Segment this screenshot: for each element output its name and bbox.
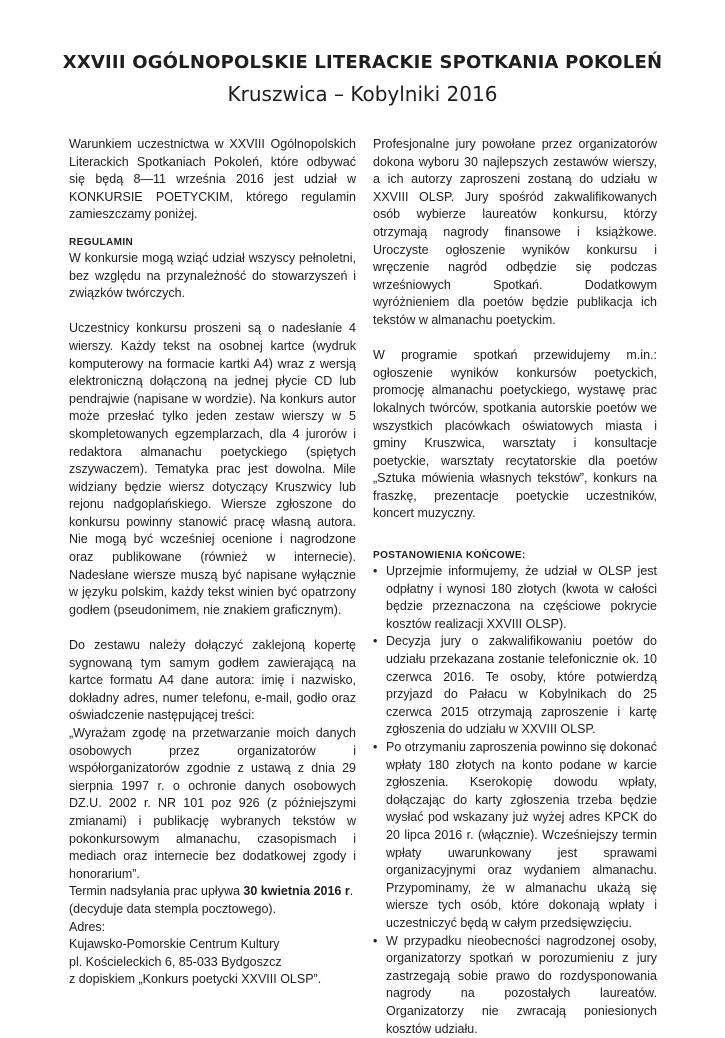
list-item-text: Po otrzymaniu zaproszenia powinno się dokonać wpłaty 180 złotych na konto podane w karcie zgłoszenia. Kserokopię dowodu wpłaty, dołączając do karty zgłoszenia trzeba będzie wysłać pod wskazany już wyżej adres KPCK do 20 lipca 2016 r. (włącznie). Wcześniejszy termin wpłaty uwarunkowany jest sprawami organizacyjnymi oraz wydaniem almanachu. Przypominamy, że w almanachu ukażą się wiersze tych osób, które dokonają wpłaty i uczestniczyć będą w całym przedsięwzięciu.: [386, 740, 657, 930]
list-item: [373, 563, 657, 633]
final-provisions-list: [373, 563, 657, 1038]
intro-paragraph: Warunkiem uczestnictwa w XXVIII Ogólnopolskich Literackich Spotkaniach Pokoleń, które odbywać się będą 8—11 września 2016 jest udział w KONKURSIE POETYCKIM, którego regulamin zamieszczamy poniżej.: [69, 137, 356, 222]
final-provisions-heading: POSTANOWIENIA KOŃCOWE:: [373, 550, 526, 562]
deadline-suffix: . (decyduje data stempla pocztowego).: [69, 884, 354, 916]
regulamin-paragraph-eligibility: W konkursie mogą wziąć udział wszyscy pełnoletni, bez względu na przynależność do stowarzyszeń i związków twórczych.: [69, 250, 356, 301]
bullet-icon: •: [373, 634, 378, 649]
address-line-1: Kujawsko-Pomorskie Centrum Kultury: [69, 937, 280, 952]
deadline-date: 30 kwietnia 2016 r: [243, 884, 350, 899]
address-line-2: pl. Kościeleckich 6, 85-033 Bydgoszcz: [69, 954, 282, 969]
list-item-text: Uprzejmie informujemy, że udział w OLSP jest odpłatny i wynosi 180 złotych (kwota w całości będzie przeznaczona na częściowe pokrycie kosztów realizacji XXVIII OLSP).: [386, 564, 657, 631]
address-label: Adres:: [69, 919, 106, 934]
regulamin-paragraph-submission: Uczestnicy konkursu proszeni są o nadesłanie 4 wierszy. Każdy tekst na osobnej kartce (wydruk komputerowy na formacie kartki A4) wraz z wersją elektroniczną dołączoną na jednej płycie CD lub pendrajwie (napisane w wordzie). Na konkurs autor może przesłać tylko jeden zestaw wierszy w 5 skompletowanych egzemplarzach, dla 4 jurorów i redaktora almanachu poetyckiego (spiętych zszywaczem). Tematyka prac jest dowolna. Mile widziany będzie wiersz dotyczący Kruszwicy lub rejonu nadgoplańskiego. Wiersze zgłoszone do konkursu powinny stanowić pracę własną autora. Nie mogą być wcześniej ocenione i nagrodzone oraz publikowane (również w internecie). Nadesłane wiersze muszą być napisane wyłącznie w języku polskim, każdy tekst winien być opatrzony godłem (pseudonimem, nie znakiem graficznym).: [69, 321, 356, 617]
right-column: [373, 136, 657, 1038]
regulamin-heading: REGULAMIN: [69, 236, 134, 248]
list-item: [373, 633, 657, 739]
bullet-icon: •: [373, 933, 378, 948]
deadline-prefix: Termin nadsyłania prac upływa: [69, 884, 244, 899]
consent-statement: „Wyrażam zgodę na przetwarzanie moich danych osobowych przez organizatorów i współorganizatorów zgodnie z ustawą z dnia 29 sierpnia 1997 r. o ochronie danych osobowych DZ.U. 2002 r. NR 101 poz 926 (z późniejszymi zmianami) i publikację wybranych tekstów w pokonkursowym almanachu, czasopismach i mediach oraz internecie bez dodatkowej zgody i honorarium”.: [69, 726, 356, 881]
document-subtitle: Kruszwica – Kobylniki 2016: [227, 82, 498, 106]
bullet-icon: •: [373, 564, 378, 579]
bullet-icon: •: [373, 740, 378, 754]
list-item: [373, 933, 657, 1038]
address-line-3: z dopiskiem „Konkurs poetycki XXVIII OLSP”.: [69, 972, 322, 987]
program-paragraph: W programie spotkań przewidujemy m.in.: ogłoszenie wyników konkursów poetyckich, promocję almanachu poetyckiego, wystawę prac lokalnych twórców, spotkania autorskie poetów we wszystkich placówkach oświatowych miasta i gminy Kruszwica, warsztaty i konsultacje poetyckie, warsztaty recytatorskie dla poetów „Sztuka mówienia własnych tekstów”, konkurs na fraszkę, prezentacje poetyckie uczestników, koncert muzyczny.: [373, 348, 657, 521]
list-item-text: W przypadku nieobecności nagrodzonej osoby, organizatorzy spotkań w porozumieniu z jury zastrzegają sobie prawo do rozdysponowania nagrody na pozostałych laureatów. Organizatorzy nie zwracają poniesionych kosztów udziału.: [386, 933, 657, 1036]
regulamin-paragraph-envelope: Do zestawu należy dołączyć zaklejoną kopertę sygnowaną tym samym godłem zawierającą na kartce formatu A4 dane autora: imię i nazwisko, dokładny adres, numer telefonu, e-mail, godło oraz oświadczenie następującej treści:: [69, 638, 356, 723]
list-item-text: Decyzja jury o zakwalifikowaniu poetów do udziału przekazana zostanie telefonicznie ok. 10 czerwca 2016. Te osoby, które potwierdzą przyjazd do Pałacu w Kobylnikach do 25 czerwca 2015 otrzymają zaproszenie i kartę zgłoszenia do udziału w XXVIII OLSP.: [386, 634, 657, 737]
list-item: [373, 739, 657, 933]
left-column: [69, 136, 356, 989]
jury-paragraph: Profesjonalne jury powołane przez organizatorów dokona wyboru 30 najlepszych zestawów wierszy, a ich autorzy zaproszeni zostaną do udziału w XXVIII OLSP. Jury spośród zakwalifikowanych osób wybierze laureatów konkursu, którzy otrzymają nagrody finansowe i książkowe. Uroczyste ogłoszenie wyników konkursu i wręczenie nagród odbędzie się podczas wrześniowych Spotkań. Dodatkowym wyróżnieniem dla poetów będzie publikacja ich tekstów w almanachu poetyckim.: [373, 137, 657, 327]
document-title: XXVIII OGÓLNOPOLSKIE LITERACKIE SPOTKANIA POKOLEŃ: [62, 52, 663, 73]
deadline-paragraph: [69, 883, 356, 918]
